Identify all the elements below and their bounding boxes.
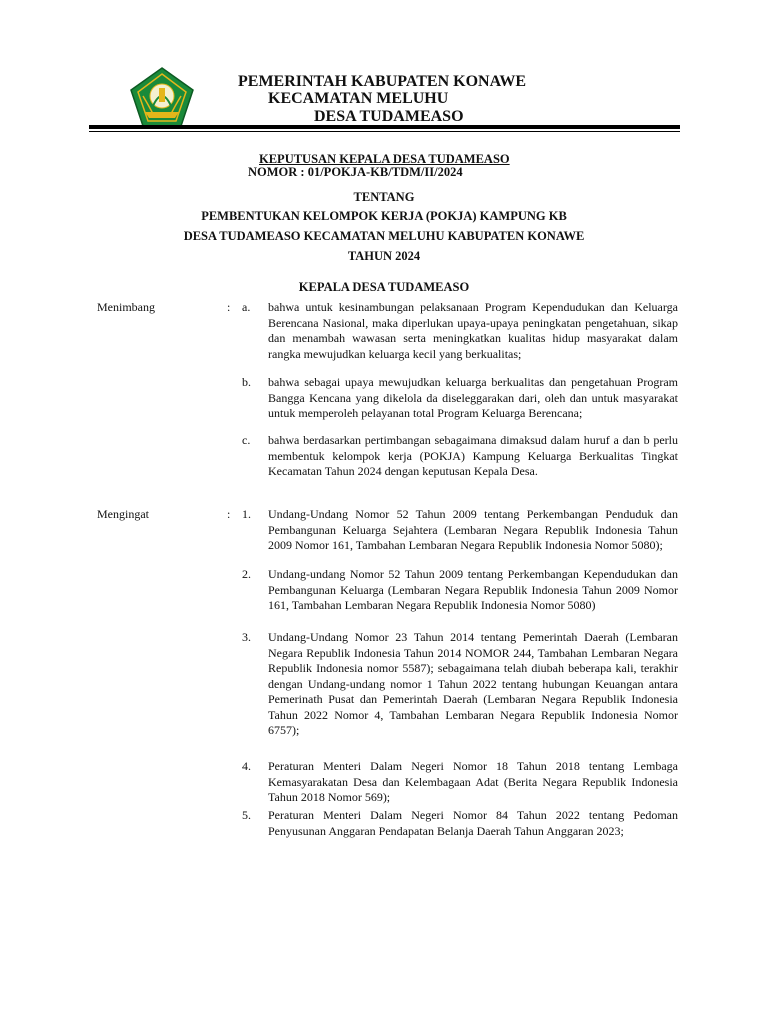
letterhead-divider-thin: [89, 131, 680, 132]
clause-marker: 4.: [242, 759, 251, 773]
clause-marker: a.: [242, 300, 251, 314]
clause-text: Peraturan Menteri Dalam Negeri Nomor 84 Tahun 2022 tentang Pedoman Penyusunan Anggaran Pendapatan Belanja Daerah Tahun Anggaran 2023;: [268, 808, 678, 838]
clause-text: bahwa berdasarkan pertimbangan sebagaimana dimaksud dalam huruf a dan b perlu membentuk kelompok kerja (POKJA) Kampung Keluarga Berkualitas Tingkat Kecamatan Tahun 2024 dengan keputusan Kepala Desa.: [268, 433, 678, 478]
clause-text: bahwa sebagai upaya mewujudkan keluarga berkualitas dan pengetahuan Program Bangga Kencana yang dikelola da diseleggarakan dari, oleh dan untuk masyarakat untuk memperoleh pelayanan total Program Keluarga Berencana;: [268, 375, 678, 420]
mengingat-colon: :: [227, 507, 231, 521]
regency-emblem-logo: [129, 66, 195, 128]
decree-title: KEPUTUSAN KEPALA DESA TUDAMEASO: [259, 152, 510, 166]
village-name: DESA TUDAMEASO: [314, 108, 464, 125]
clause-text: Undang-Undang Nomor 52 Tahun 2009 tentang Perkembangan Penduduk dan Pembangunan Keluarga Sejahtera (Lembaran Negara Republik Indonesia Tahun 2009 Nomor 161, Tambahan Lembaran Negara Republik Indonesia Nomor 5080);: [268, 507, 678, 552]
clause-marker: b.: [242, 375, 251, 389]
decree-subject-line2: DESA TUDAMEASO KECAMATAN MELUHU KABUPATEN KONAWE: [183, 229, 585, 243]
clause-text: Undang-undang Nomor 52 Tahun 2009 tentang Perkembangan Kependudukan dan Pembangunan Keluarga (Lembaran Negara Republik Indonesia Tahun 2009 Nomor 161, Tambahan Lembaran Negara Republik Indonesia Nomor 5080): [268, 567, 678, 612]
district-name: KECAMATAN MELUHU: [268, 90, 449, 107]
clause-marker: 1.: [242, 507, 251, 521]
issuing-official: KEPALA DESA TUDAMEASO: [298, 280, 470, 294]
clause-marker: 3.: [242, 630, 251, 644]
clause-marker: 2.: [242, 567, 251, 581]
decree-about: TENTANG: [353, 190, 415, 204]
clause-text: bahwa untuk kesinambungan pelaksanaan Program Kependudukan dan Keluarga Berencana Nasional, maka diperlukan upaya-upaya peningkatan pengetahuan, sikap dan menambah wawasan serta meningkatkan kualitas hidup masyarakat dalam rangka mewujudkan keluarga kecil yang berkualitas;: [268, 300, 678, 361]
letterhead-divider-thick: [89, 125, 680, 129]
decree-year: TAHUN 2024: [347, 249, 421, 263]
letterhead: [0, 0, 768, 135]
clause-text: Peraturan Menteri Dalam Negeri Nomor 18 Tahun 2018 tentang Lembaga Kemasyarakatan Desa dan Kelembagaan Adat (Berita Negara Republik Indonesia Tahun 2018 Nomor 569);: [268, 759, 678, 804]
clause-marker: 5.: [242, 808, 251, 822]
decree-subject-line1: PEMBENTUKAN KELOMPOK KERJA (POKJA) KAMPUNG KB: [201, 209, 567, 223]
clause-marker: c.: [242, 433, 251, 447]
clause-text: Undang-Undang Nomor 23 Tahun 2014 tentang Pemerintah Daerah (Lembaran Negara Republik Indonesia Tahun 2014 NOMOR 244, Tambahan Lembaran Negara Republik Indonesia nomor 5587); sebagaimana telah diubah beberapa kali, terakhir dengan Undang-undang nomor 1 Tahun 2022 tentang hubungan Keuangan antara Pemerinath Pusat dan Pemerintah Daerah (Lembaran Negara Republik Indonesia Tahun 2022 Nomor 4, Tambahan Lembaran Negara Republik Indonesia Nomor 6757);: [268, 630, 678, 737]
decree-number: NOMOR : 01/POKJA-KB/TDM/II/2024: [248, 165, 463, 179]
mengingat-label: Mengingat: [97, 507, 149, 521]
government-name: PEMERINTAH KABUPATEN KONAWE: [238, 73, 527, 90]
menimbang-label: Menimbang: [97, 300, 155, 314]
menimbang-colon: :: [227, 300, 231, 314]
